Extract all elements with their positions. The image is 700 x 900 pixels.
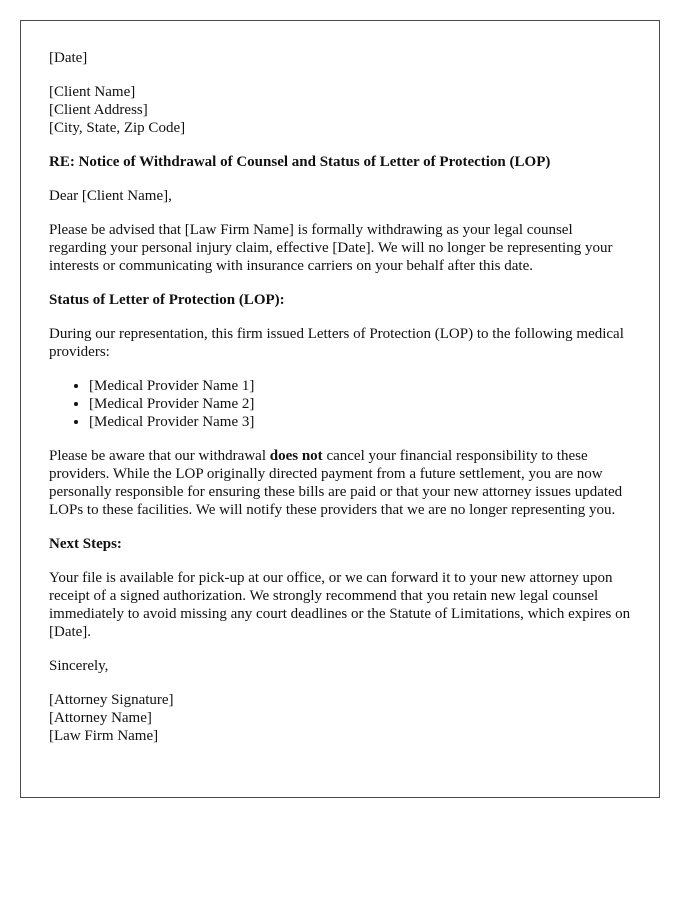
salutation: Dear [Client Name], bbox=[49, 188, 172, 204]
client-name: [Client Name] bbox=[49, 84, 136, 100]
subject-line: RE: Notice of Withdrawal of Counsel and Status of Letter of Protection (LOP) bbox=[49, 154, 551, 170]
responsibility-emphasis: does not bbox=[269, 448, 323, 464]
client-city-state-zip: [City, State, Zip Code] bbox=[49, 120, 186, 136]
closing: Sincerely, bbox=[49, 658, 109, 674]
provider-list-item: • [Medical Provider Name 1] bbox=[89, 377, 631, 395]
intro-paragraph: Please be advised that [Law Firm Name] is formally withdrawing as your legal counsel regarding your personal injury claim, effective [Date]. We will no longer be representing your interests or communicating with insurance carriers on your behalf after this date. bbox=[49, 222, 613, 274]
lop-heading: Status of Letter of Protection (LOP): bbox=[49, 292, 285, 308]
letter-document bbox=[20, 20, 660, 798]
client-address-block bbox=[49, 83, 631, 137]
attorney-name: [Attorney Name] bbox=[49, 710, 152, 726]
date-line: [Date] bbox=[49, 50, 88, 66]
client-address: [Client Address] bbox=[49, 102, 148, 118]
next-steps-heading: Next Steps: bbox=[49, 536, 122, 552]
provider-list-item: • [Medical Provider Name 3] bbox=[89, 413, 631, 431]
responsibility-text-after: cancel your financial responsibility to these providers. While the LOP originally directed payment from a future settlement, you are now personally responsible for ensuring these bills are paid or that your new attorney issues updated LOPs to these facilities. We will notify these providers that we are no longer representing you. bbox=[49, 448, 623, 518]
lop-intro-paragraph: During our representation, this firm issued Letters of Protection (LOP) to the following medical providers: bbox=[49, 326, 624, 360]
signature-block bbox=[49, 691, 631, 745]
next-steps-paragraph: Your file is available for pick-up at our office, or we can forward it to your new attorney upon receipt of a signed authorization. We strongly recommend that you retain new legal counsel immediately to avoid missing any court deadlines or the Statute of Limitations, which expires on [Date]. bbox=[49, 570, 631, 640]
provider-list bbox=[49, 377, 631, 431]
law-firm-name: [Law Firm Name] bbox=[49, 728, 159, 744]
provider-list-item: • [Medical Provider Name 2] bbox=[89, 395, 631, 413]
responsibility-text-before: Please be aware that our withdrawal bbox=[49, 448, 270, 464]
attorney-signature: [Attorney Signature] bbox=[49, 692, 174, 708]
responsibility-paragraph bbox=[49, 447, 631, 519]
